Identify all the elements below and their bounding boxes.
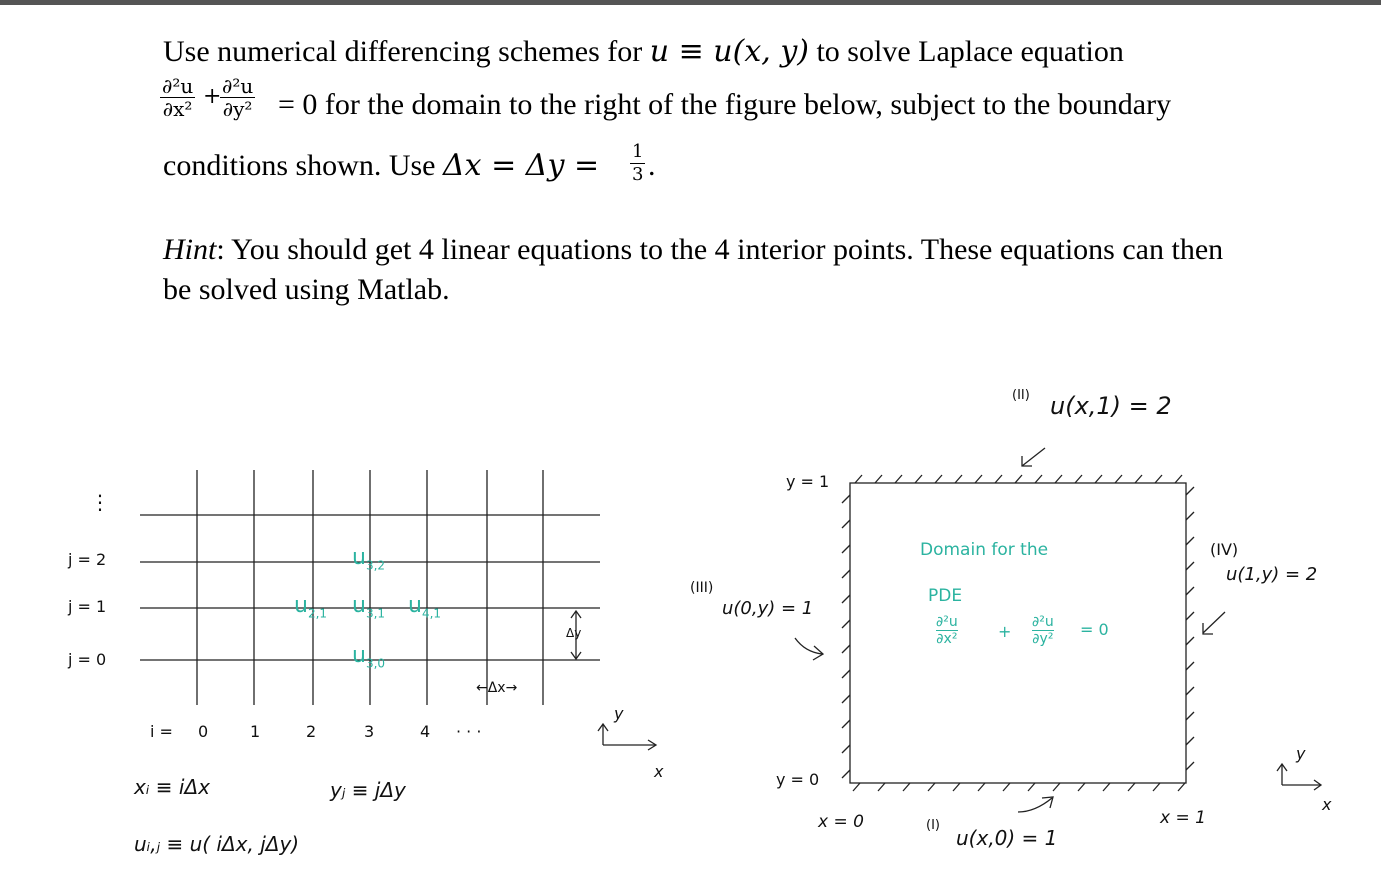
problem-line-2: = 0 for the domain to the right of the figure below, subject to the boundary <box>278 88 1172 121</box>
axis-y-label-left: y <box>614 704 624 723</box>
bc-top: u(x,1) = 2 <box>1050 392 1172 420</box>
eq-xi: xᵢ ≡ iΔx <box>134 775 210 799</box>
bc-bottom: u(x,0) = 1 <box>956 826 1058 850</box>
domain-title-2: PDE <box>928 586 963 606</box>
right-hatching <box>1186 487 1194 770</box>
step-fraction: $\frac{1}{3}$ <box>632 141 644 185</box>
step-period: . <box>648 149 656 182</box>
row-label-j1: j = 1 <box>68 597 107 616</box>
col-label-3: 3 <box>364 722 375 741</box>
eq-yj: yⱼ ≡ jΔy <box>330 778 406 802</box>
bc-right-tag: (IV) <box>1210 540 1239 559</box>
col-label-2: 2 <box>306 722 317 741</box>
col-label-1: 1 <box>250 722 261 741</box>
bc-right: u(1,y) = 2 <box>1226 564 1318 585</box>
bc-top-tag: (II) <box>1012 388 1030 403</box>
domain-rectangle <box>850 483 1186 783</box>
dx-label: ←Δx→ <box>476 680 518 696</box>
domain-pde-equals: = 0 <box>1080 620 1109 639</box>
domain-title-1: Domain for the <box>920 540 1049 560</box>
y1-label: y = 1 <box>786 472 830 491</box>
axis-y-label-right: y <box>1296 744 1306 763</box>
top-hatching <box>855 475 1182 483</box>
node-u31: $u_{3,1}$ <box>352 593 386 621</box>
node-u32: $u_{3,2}$ <box>352 545 386 573</box>
row-label-j0: j = 0 <box>68 650 107 669</box>
node-u30: $u_{3,0}$ <box>352 643 386 671</box>
node-u21: $u_{2,1}$ <box>294 593 328 621</box>
hint-line-2: be solved using Matlab. <box>163 273 450 306</box>
bottom-hatching <box>853 783 1185 791</box>
col-label-0: 0 <box>198 722 209 741</box>
bc-left: u(0,y) = 1 <box>722 598 814 619</box>
y0-label: y = 0 <box>776 770 820 789</box>
problem-line-3: conditions shown. Use Δx = Δy = <box>163 148 600 183</box>
row-label-j2: j = 2 <box>68 550 107 569</box>
arrow-top-bc <box>1022 448 1045 466</box>
pde-fraction-x: $\frac{\text{∂²u}}{\text{∂x²}}$ <box>162 74 194 121</box>
node-u41: $u_{4,1}$ <box>408 593 442 621</box>
bc-bottom-tag: (I) <box>926 818 940 833</box>
dy-label: Δy <box>566 626 582 640</box>
domain-pde-frac-x: ∂²u ∂x² <box>936 614 958 647</box>
col-label-more: · · · <box>456 722 482 741</box>
domain-pde-frac-y: ∂²u ∂y² <box>1032 614 1054 647</box>
axis-x-label-right: x <box>1322 795 1332 814</box>
eq-uij: uᵢ,ⱼ ≡ u( iΔx, jΔy) <box>134 832 300 856</box>
domain-pde-plus: + <box>998 622 1012 641</box>
problem-line-1: Use numerical differencing schemes for u ≡ u(x, y) to solve Laplace equation <box>163 34 1124 69</box>
left-hatching <box>842 495 850 778</box>
arrow-right-bc <box>1203 612 1225 633</box>
x0-label: x = 0 <box>818 812 864 832</box>
hint-line-1: Hint: You should get 4 linear equations to the 4 interior points. These equations can then <box>163 233 1224 266</box>
axis-x-label-left: x <box>654 762 664 781</box>
pde-plus: + <box>203 84 222 109</box>
col-label-i: i = <box>150 722 173 741</box>
bc-left-tag: (III) <box>690 580 714 596</box>
col-label-4: 4 <box>420 722 431 741</box>
ellipsis-vertical: ⋮ <box>90 490 110 514</box>
pde-fraction-y: $\frac{\text{∂²u}}{\text{∂y²}}$ <box>222 74 254 121</box>
arrow-bottom-bc <box>1018 798 1052 812</box>
arrow-left-bc <box>795 638 822 654</box>
x1-label: x = 1 <box>1160 808 1206 828</box>
